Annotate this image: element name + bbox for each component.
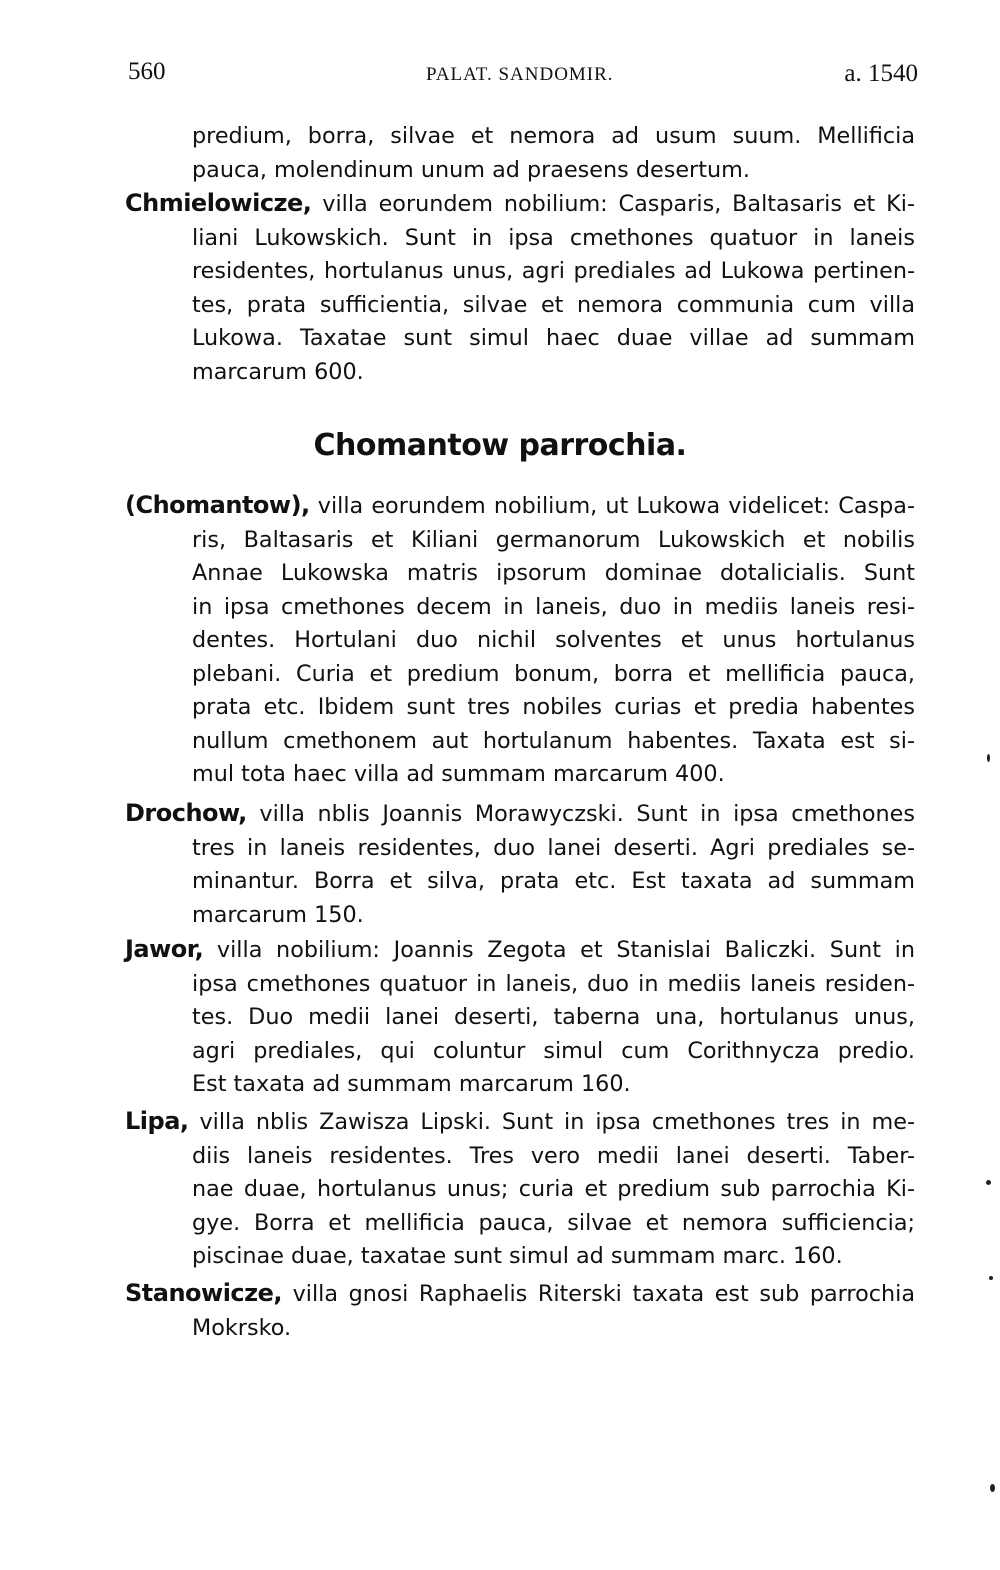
entry-lipa — [125, 1105, 915, 1274]
text-line: dentes. Hortulani duo nichil solventes et unus hortulanus — [192, 627, 915, 653]
entry-chmielowicze — [125, 187, 915, 389]
entry-name: Stanowicze, — [125, 1279, 283, 1307]
scan-speck — [989, 1276, 993, 1280]
text-line: plebani. Curia et predium bonum, borra et mellificia pauca, — [192, 660, 915, 687]
text-line: piscinae duae, taxatae sunt simul ad summam marc. 160. — [192, 1243, 843, 1269]
text-line: villa nblis Joannis Morawyczski. Sunt in ipsa cmethones — [246, 801, 915, 827]
text-line: villa gnosi Raphaelis Riterski taxata est sub parrochia — [282, 1281, 915, 1307]
text-line: tres in laneis residentes, duo lanei deserti. Agri prediales se- — [192, 834, 915, 861]
text-line: predium, borra, silvae et nemora ad usum suum. Mellificia — [192, 123, 915, 149]
entry-chomantow — [125, 489, 915, 792]
text-line: villa nblis Zawisza Lipski. Sunt in ipsa cmethones tres in me- — [188, 1109, 915, 1135]
text-line: villa eorundem nobilium, ut Lukowa videlicet: Caspa- — [309, 493, 915, 519]
text-line: prata etc. Ibidem sunt tres nobiles curias et predia habentes — [192, 694, 915, 720]
running-title: PALAT. SANDOMIR. — [426, 64, 614, 85]
text-line: diis laneis residentes. Tres vero medii lanei deserti. Taber- — [192, 1142, 915, 1169]
text-line: Mokrsko. — [192, 1314, 292, 1341]
page-header — [128, 58, 918, 94]
text-line: liani Lukowskich. Sunt in ipsa cmethones quatuor in laneis — [192, 224, 915, 251]
text-line: in ipsa cmethones decem in laneis, duo in mediis laneis resi- — [192, 593, 915, 620]
scan-speck — [986, 1180, 991, 1185]
entry-name: Lipa, — [125, 1107, 189, 1135]
text-line: mul tota haec villa ad summam marcarum 400. — [192, 761, 725, 787]
scan-speck — [987, 754, 990, 762]
entry-continuation — [125, 120, 915, 187]
text-line: ris, Baltasaris et Kiliani germanorum Lukowskich et nobilis — [192, 526, 915, 553]
text-line: tes. Duo medii lanei deserti, taberna una, hortulanus unus, — [192, 1004, 915, 1030]
entry-drochow — [125, 797, 915, 932]
text-line: marcarum 150. — [192, 901, 364, 928]
entry-name: Jawor, — [125, 935, 204, 963]
text-line: pauca, molendinum unum ad praesens desertum. — [192, 156, 750, 183]
text-line: residentes, hortulanus unus, agri prediales ad Lukowa pertinen- — [192, 258, 915, 284]
text-line: Annae Lukowska matris ipsorum dominae dotalicialis. Sunt — [192, 560, 915, 586]
scan-speck — [990, 1484, 995, 1492]
text-line: gye. Borra et mellificia pauca, silvae et nemora sufficiencia; — [192, 1209, 915, 1236]
entry-name: Chmielowicze, — [125, 189, 312, 217]
text-line: minantur. Borra et silva, prata etc. Est taxata ad summam — [192, 868, 915, 894]
text-line: Lukowa. Taxatae sunt simul haec duae villae ad summam — [192, 325, 915, 351]
page-number: 560 — [128, 58, 166, 85]
text-line: tes, prata sufficientia, silvae et nemora communia cum villa — [192, 291, 915, 318]
text-line: agri prediales, qui coluntur simul cum Corithnycza predio. — [192, 1037, 915, 1064]
header-year: a. 1540 — [844, 60, 918, 87]
entry-name: (Chomantow), — [125, 491, 310, 519]
text-line: nae duae, hortulanus unus; curia et predium sub parrochia Ki- — [192, 1176, 915, 1202]
text-line: villa nobilium: Joannis Zegota et Stanislai Baliczki. Sunt in — [203, 937, 915, 963]
entry-stanowicze — [125, 1277, 915, 1345]
section-heading: Chomantow parrochia. — [313, 428, 687, 463]
text-line: ipsa cmethones quatuor in laneis, duo in mediis laneis residen- — [192, 970, 915, 997]
entry-jawor — [125, 933, 915, 1102]
text-line: Est taxata ad summam marcarum 160. — [192, 1071, 631, 1097]
text-line: marcarum 600. — [192, 358, 364, 385]
text-line: nullum cmethonem aut hortulanum habentes. Taxata est si- — [192, 727, 915, 754]
text-line: villa eorundem nobilium: Casparis, Baltasaris et Ki- — [311, 191, 915, 217]
entry-name: Drochow, — [125, 799, 247, 827]
